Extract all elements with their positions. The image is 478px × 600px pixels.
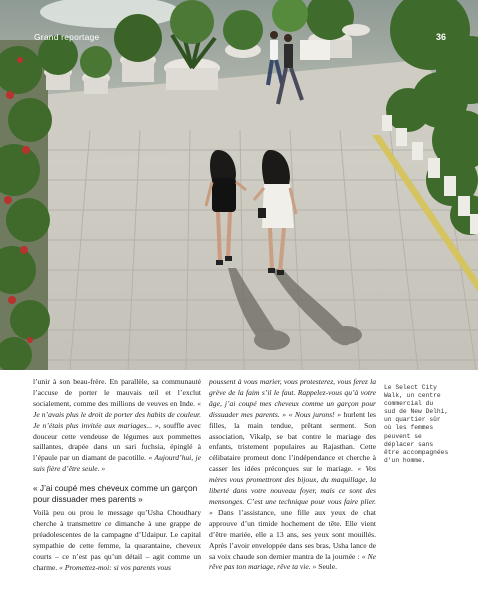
paragraph — [33, 377, 201, 475]
page-number: 36 — [435, 32, 446, 42]
body-text: l’unir à son beau-frère. En parallèle, sa communauté l’accuse de porter le mauvais œil et l’exclut socialement, comme des millions de veuves en Inde. — [33, 377, 201, 408]
body-text: , souffle avec douceur cette vendeuse de légumes aux pommettes saillantes, drapée dans un sari fuchsia, épinglé à l’épaule par un diamant de pacotille. — [33, 420, 201, 463]
article-column-1 — [33, 377, 201, 574]
article-column-2 — [209, 377, 376, 573]
quote-text: « Je n’avais plus le droit de porter des habits de couleur. Je n’étais plus invitée aux mariages... » — [33, 398, 201, 430]
quote-text: « Promettez-moi: si vos parents vous — [59, 562, 172, 572]
quote-text: « Aujourd’hui, je suis fière d’être seule. » — [33, 453, 201, 474]
running-head: Grand reportage — [34, 32, 100, 42]
paragraph — [33, 508, 201, 573]
photo-caption: Le Select City Walk, un centre commercial du sud de New Delhi, un quartier sûr où les femmes peuvent se déplacer sans être accompagnées d'un homme. — [384, 384, 449, 464]
paragraph — [209, 377, 376, 573]
quote-text: « Nous jurons! » — [288, 409, 342, 419]
quote-text: poussent à vous marier, vous protesterez, vous ferez la grève de la faim s’il le faut. Rappelez-vous qu’à votre âge, j’ai coupé mes cheveux comme un garçon pour dissuader mes parents. » — [209, 377, 376, 419]
article-subhead: « J’ai coupé mes cheveux comme un garçon pour dissuader mes parents » — [33, 483, 198, 504]
body-text: Dans l’assistance, une fille aux yeux de chat approuve d’un timide hochement de tête. Elle vient d’être mariée, elle a 13 ans, ses yeux sont mouillés. Après l’avoir enveloppée dans ses bras, Usha lance de sa voix chaude son dernier mantra de la journée : — [209, 507, 376, 561]
body-text: Seule. — [318, 562, 338, 572]
body-text: Voilà peu ou prou le message qu’Usha Choudhary cherche à transmettre ce dimanche à une grappe de préadolescentes de la campagne d’Udaipur. Le capital sympathie de cette femme, la quarantaine, cheveux courts – ce n’est pas qu’un détail – agit comme un charme. — [33, 508, 201, 572]
body-text: hurlent les filles, la main tendue, prêtant serment. Son association, Vikalp, se bat contre le mariage des enfants, tristement populaires au Rajasthan. Cette célibataire promeut donc l’indépendance et cherche à casser les idées préconçues sur le mariage. — [209, 409, 377, 474]
quote-text: « Ne rêve pas ton mariage, rêve ta vie. » — [209, 551, 377, 572]
quote-text: « Vos mères vous promettront des bijoux, du maquillage, la liberté dans votre nouveau foyer, mais ce sont des mensonges. C’est une technique pour vous faire plier. » — [209, 464, 377, 517]
